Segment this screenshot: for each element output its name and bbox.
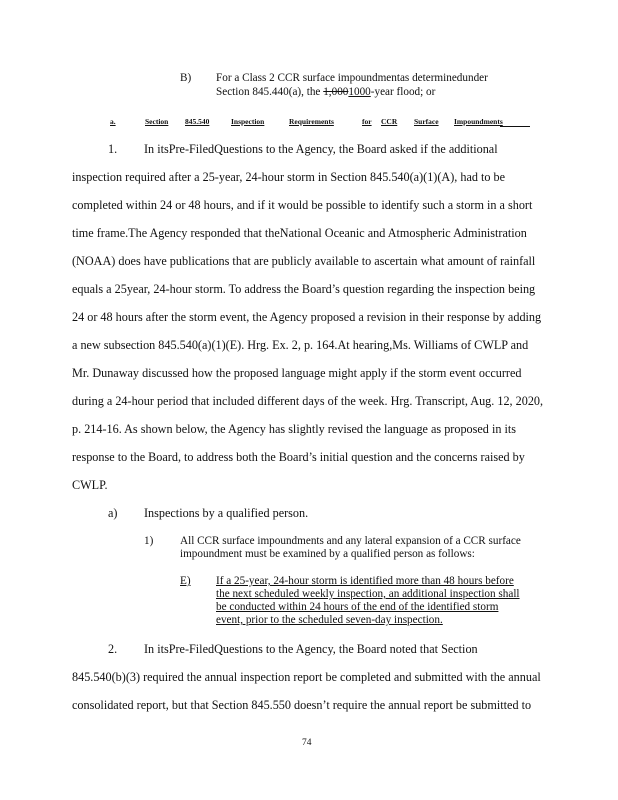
section-heading-marker: a. [110,117,116,126]
para-2-line: In itsPre-FiledQuestions to the Agency, the Board noted that Section [144,642,478,656]
para-1-line: Mr. Dunaway discussed how the proposed language might apply if the storm event occurred [72,366,522,380]
item-a-label: a) [108,506,118,520]
section-heading-word: Requirements [289,117,334,126]
item-e-line: event, prior to the scheduled seven-day inspection. [216,614,443,626]
para-1-line: response to the Board, to address both the Board’s initial question and the concerns raised by [72,450,525,464]
para-1-line: In itsPre-FiledQuestions to the Agency, the Board asked if the additional [144,142,498,156]
para-1-line: equals a 25year, 24-hour storm. To address the Board’s question regarding the inspection being [72,282,536,296]
para-1-line: 24 or 48 hours after the storm event, the Agency proposed a revision in their response by adding [72,310,542,324]
item-1-label: 1) [144,535,154,547]
heading-underline [500,126,530,127]
item-a-text: Inspections by a qualified person. [144,506,309,520]
para-2-number: 2. [108,642,118,656]
para-1-line: a new subsection 845.540(a)(1)(E). Hrg. Ex. 2, p. 164.At hearing,Ms. Williams of CWLP and [72,338,529,352]
item-1-line: impoundment must be examined by a qualified person as follows: [180,548,475,560]
section-heading-word: CCR [381,117,398,126]
section-heading-word: Surface [414,117,439,126]
para-2-line: consolidated report, but that Section 845.550 doesn’t require the annual report be submitted to [72,698,532,712]
item-b-line-2 [216,86,435,98]
deleted-text: 1,000 [323,86,349,98]
section-heading-word: 845.540 [185,117,210,126]
section-heading-word: Impoundments [454,117,503,126]
item-e-label: E) [180,575,191,587]
item-e-line: If a 25-year, 24-hour storm is identified more than 48 hours before [216,575,514,587]
section-heading [0,117,618,129]
section-heading-word: for [362,117,372,126]
inserted-text: 1000 [348,86,371,98]
item-b-line-1: For a Class 2 CCR surface impoundmentas determinedunder [216,72,488,84]
item-e-line: be conducted within 24 hours of the end of the identified storm [216,601,499,613]
section-heading-word: Inspection [231,117,265,126]
item-1-line: All CCR surface impoundments and any lateral expansion of a CCR surface [180,535,521,547]
item-e-line: the next scheduled weekly inspection, an additional inspection shall [216,588,520,600]
para-1-line: inspection required after a 25-year, 24-hour storm in Section 845.540(a)(1)(A), had to be [72,170,506,184]
para-1-line: (NOAA) does have publications that are publicly available to ascertain what amount of rainfall [72,254,536,268]
para-1-line: p. 214-16. As shown below, the Agency has slightly revised the language as proposed in its [72,422,516,436]
para-1-line: time frame.The Agency responded that theNational Oceanic and Atmospheric Administration [72,226,527,240]
page-number: 74 [302,738,312,748]
item-b-label: B) [180,72,192,84]
para-1-line: completed within 24 or 48 hours, and if it would be possible to identify such a storm in a short [72,198,533,212]
item-b-line-2-prefix: Section 845.440(a), the [216,86,321,98]
para-1-line: CWLP. [72,478,108,492]
section-heading-word: Section [145,117,169,126]
para-2-line: 845.540(b)(3) required the annual inspection report be completed and submitted with the annual [72,670,541,684]
para-1-number: 1. [108,142,118,156]
para-1-line: during a 24-hour period that included different days of the week. Hrg. Transcript, Aug. 12, 2020, [72,394,544,408]
item-b-line-2-suffix: -year flood; or [370,86,436,98]
